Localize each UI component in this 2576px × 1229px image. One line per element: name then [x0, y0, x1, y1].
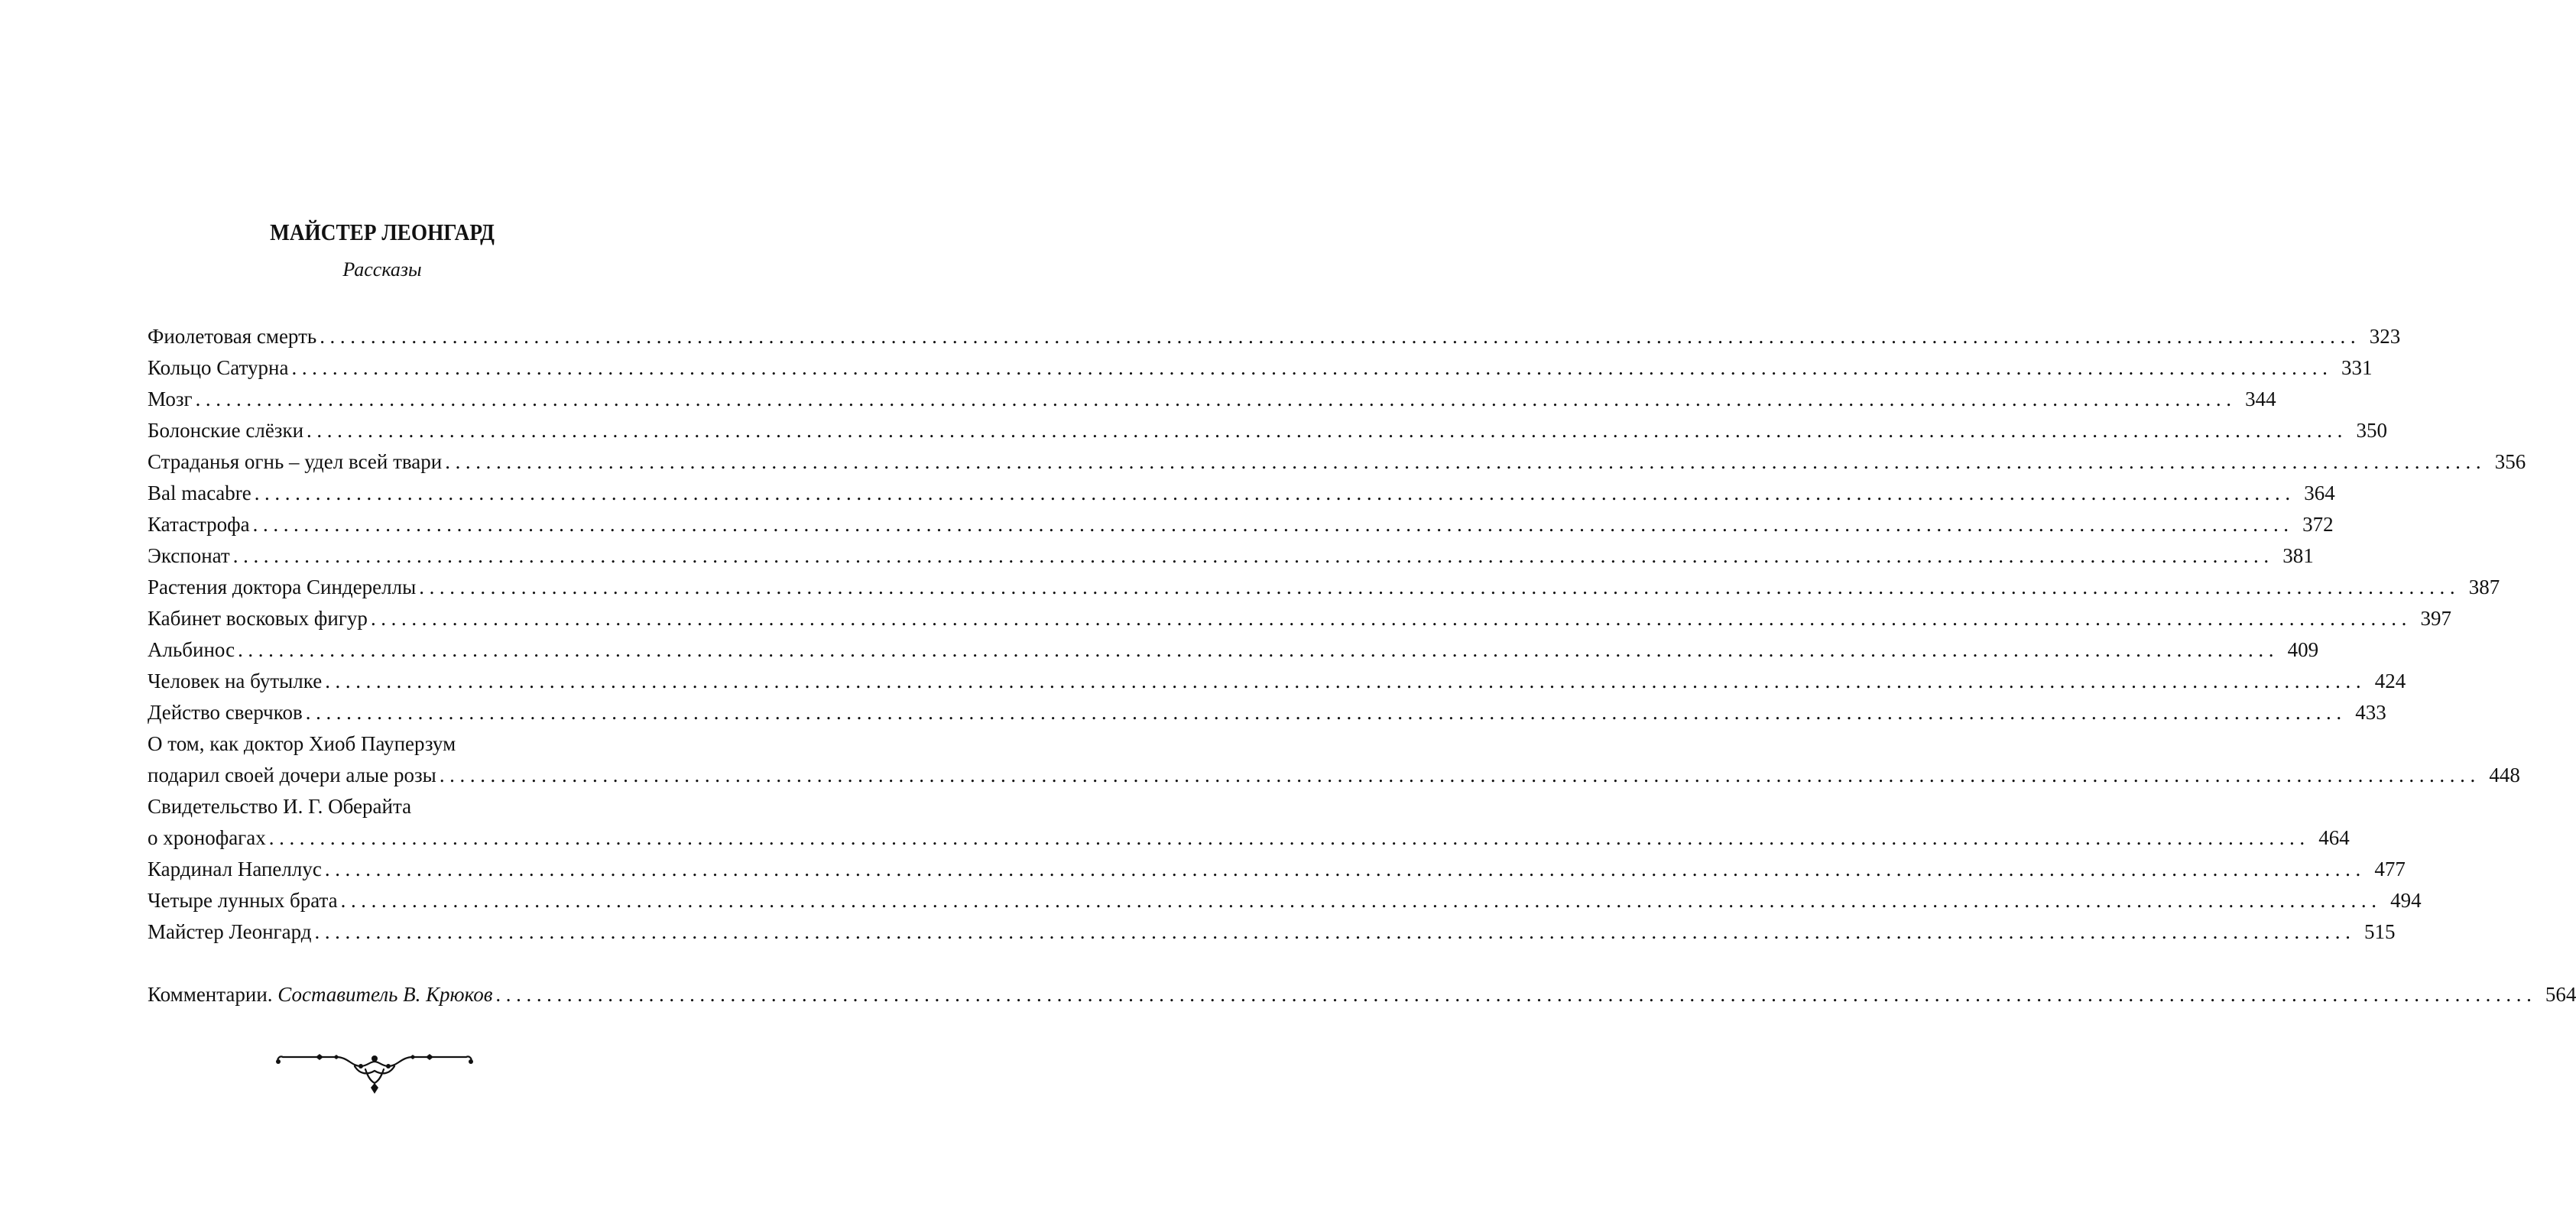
toc-entry-title: Человек на бутылке	[148, 670, 323, 692]
toc-entry	[148, 697, 2386, 728]
toc-entry-page: 387	[2468, 576, 2500, 598]
toc-entry-title: Bal macabre	[148, 482, 251, 504]
toc-entry-page: 424	[2374, 670, 2406, 692]
decorative-flourish-icon	[275, 1043, 474, 1097]
toc-entry-title: Страданья огнь – удел всей твари	[148, 450, 443, 473]
toc-entry	[148, 352, 2373, 384]
toc-entry-first-line	[148, 791, 608, 822]
toc-leader-dots: ........................................................................................................................................................................................................	[238, 638, 2279, 661]
toc-entry-title: Действо сверчков	[148, 701, 303, 724]
toc-leader-dots: ........................................................................................................................................................................................................	[325, 670, 2367, 692]
toc-leader-dots: ........................................................................................................................................................................................................	[195, 388, 2237, 410]
toc-gap	[148, 948, 608, 979]
toc-entry-title: Фиолетовая смерть	[148, 325, 317, 348]
toc-entry-page: 344	[2245, 388, 2276, 410]
table-of-contents	[148, 321, 2576, 1010]
section-title: МАЙСТЕР ЛЕОНГАРД	[270, 219, 495, 245]
toc-entry-page: 448	[2489, 764, 2520, 786]
toc-entry-page: 356	[2494, 450, 2526, 473]
section-subtitle: Рассказы	[342, 258, 422, 280]
toc-entry-title: Майстер Леонгард	[148, 920, 312, 943]
toc-leader-dots: ........................................................................................................................................................................................................	[307, 419, 2348, 442]
commentary-label: Комментарии.	[148, 983, 273, 1006]
toc-entry	[148, 666, 2406, 697]
toc-entry-title: Мозг	[148, 388, 193, 410]
toc-entry-page: 477	[2374, 858, 2406, 880]
toc-entry-title: Альбинос	[148, 638, 235, 661]
toc-entry	[148, 478, 2335, 509]
toc-leader-dots: ........................................................................................................................................................................................................	[495, 983, 2537, 1006]
toc-entry-first-line	[148, 728, 608, 760]
toc-entry	[148, 634, 2319, 666]
toc-entry-page: 323	[2369, 325, 2401, 348]
toc-leader-dots: ........................................................................................................................................................................................................	[314, 920, 2356, 943]
toc-entry-page: 464	[2318, 826, 2350, 849]
toc-entry-page: 364	[2304, 482, 2335, 504]
toc-entry	[148, 603, 2451, 634]
toc-entry-title-line1: Свидетельство И. Г. Оберайта	[148, 795, 412, 818]
toc-leader-dots: ........................................................................................................................................................................................................	[291, 356, 2333, 379]
toc-entry-title: Катастрофа	[148, 513, 250, 536]
toc-entry	[148, 854, 2406, 885]
toc-entry	[148, 446, 2526, 478]
toc-entry-title-line2: о хронофагах	[148, 826, 266, 849]
toc-entry	[148, 885, 2422, 916]
toc-entry	[148, 760, 2520, 791]
toc-entry-page: 350	[2356, 419, 2388, 442]
toc-entry	[148, 822, 2350, 854]
toc-entry	[148, 415, 2388, 446]
toc-leader-dots: ........................................................................................................................................................................................................	[268, 826, 2310, 849]
toc-entry-commentary	[148, 979, 2576, 1010]
toc-entry	[148, 384, 2276, 415]
toc-entry-title: Кардинал Напеллус	[148, 858, 322, 880]
toc-leader-dots: ........................................................................................................................................................................................................	[324, 858, 2366, 880]
toc-leader-dots: ........................................................................................................................................................................................................	[320, 325, 2361, 348]
toc-entry-page: 397	[2420, 607, 2451, 630]
toc-leader-dots: ........................................................................................................................................................................................................	[305, 701, 2347, 724]
toc-leader-dots: ........................................................................................................................................................................................................	[439, 764, 2480, 786]
toc-entry-title-line1: О том, как доктор Хиоб Пауперзум	[148, 732, 456, 755]
toc-entry-title: Кольцо Сатурна	[148, 356, 289, 379]
toc-entry-title-line2: подарил своей дочери алые розы	[148, 764, 436, 786]
toc-leader-dots: ........................................................................................................................................................................................................	[254, 482, 2295, 504]
toc-entry	[148, 916, 2396, 948]
toc-entry	[148, 572, 2500, 603]
toc-entry-page: 494	[2390, 889, 2422, 912]
toc-entry	[148, 509, 2334, 540]
toc-entry-title: Растения доктора Синдереллы	[148, 576, 417, 598]
toc-entry	[148, 540, 2314, 572]
toc-entry	[148, 321, 2401, 352]
toc-commentary-title	[148, 979, 492, 1010]
toc-leader-dots: ........................................................................................................................................................................................................	[340, 889, 2382, 912]
toc-leader-dots: ........................................................................................................................................................................................................	[445, 450, 2487, 473]
toc-leader-dots: ........................................................................................................................................................................................................	[252, 513, 2294, 536]
toc-entry-page: 433	[2355, 701, 2386, 724]
toc-entry-title: Кабинет восковых фигур	[148, 607, 368, 630]
toc-entry-page: 372	[2302, 513, 2334, 536]
commentary-compiler: Составитель В. Крюков	[277, 983, 493, 1006]
toc-entry-page: 564	[2545, 983, 2576, 1006]
toc-entry-page: 515	[2363, 920, 2396, 943]
toc-entry-title: Болонские слёзки	[148, 419, 304, 442]
toc-entry-title: Экспонат	[148, 544, 230, 567]
toc-entry-page: 381	[2282, 544, 2314, 567]
toc-entry-title: Четыре лунных брата	[148, 889, 338, 912]
toc-leader-dots: ........................................................................................................................................................................................................	[232, 544, 2274, 567]
toc-leader-dots: ........................................................................................................................................................................................................	[370, 607, 2412, 630]
toc-entry-page: 331	[2341, 356, 2373, 379]
toc-entry-page: 409	[2287, 638, 2319, 661]
toc-leader-dots: ........................................................................................................................................................................................................	[419, 576, 2461, 598]
